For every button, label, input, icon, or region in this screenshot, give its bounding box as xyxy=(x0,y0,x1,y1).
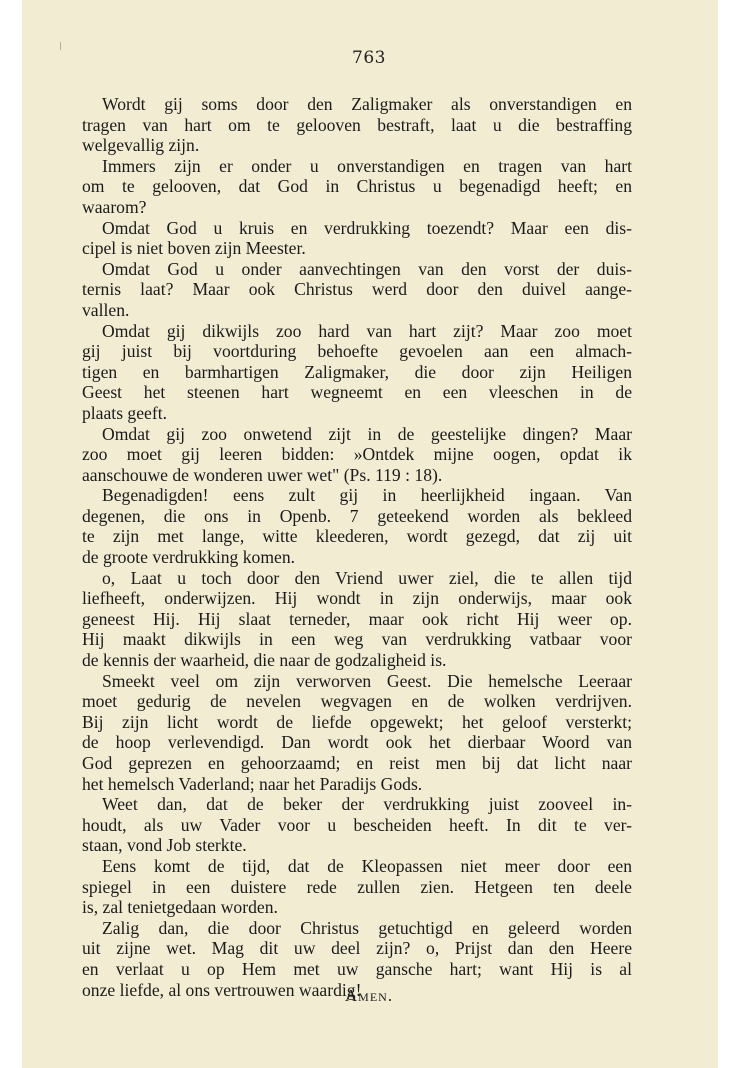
text-line: waarom? xyxy=(82,196,147,217)
body-text xyxy=(82,94,632,1000)
text-line: Zalig dan, die door Christus getuchtigd en geleerd worden xyxy=(102,917,632,938)
text-line: degenen, die ons in Openb. 7 geteekend worden als bekleed xyxy=(82,505,632,526)
paragraph xyxy=(82,568,632,671)
text-line: gij juist bij voortduring behoefte gevoelen aan een almach- xyxy=(82,341,632,362)
text-line: is, zal tenietgedaan worden. xyxy=(82,897,278,918)
text-line: het hemelsch Vaderland; naar het Paradijs Gods. xyxy=(82,773,423,794)
text-line: Begenadigden! eens zult gij in heerlijkheid ingaan. Van xyxy=(102,485,632,506)
text-line: zoo moet gij leeren bidden: »Ontdek mijne oogen, opdat ik xyxy=(82,444,632,465)
text-line: Bij zijn licht wordt de liefde opgewekt; het geloof versterkt; xyxy=(82,711,632,732)
closing-text: Amen. xyxy=(344,986,394,1005)
text-line: Weet dan, dat de beker der verdrukking juist zooveel in- xyxy=(102,794,632,815)
text-line: tigen en barmhartigen Zaligmaker, die door zijn Heiligen xyxy=(82,361,632,382)
text-line: Wordt gij soms door den Zaligmaker als onverstandigen en xyxy=(102,94,632,114)
text-line: Omdat God u kruis en verdrukking toezendt? Maar een dis- xyxy=(102,217,632,238)
text-line: Omdat gij zoo onwetend zijt in de geestelijke dingen? Maar xyxy=(102,423,632,444)
text-line: en verlaat u op Hem met uw gansche hart; want Hij is al xyxy=(82,958,632,979)
text-line: Omdat gij dikwijls zoo hard van hart zijt? Maar zoo moet xyxy=(102,320,632,341)
text-line: geneest Hij. Hij slaat terneder, maar ook richt Hij weer op. xyxy=(82,608,632,629)
paragraph xyxy=(82,794,632,856)
text-line: te zijn met lange, witte kleederen, wordt gezegd, dat zij uit xyxy=(82,526,632,547)
text-line: de kennis der waarheid, die naar de godzaligheid is. xyxy=(82,650,447,671)
paragraph xyxy=(82,259,632,321)
text-line: cipel is niet boven zijn Meester. xyxy=(82,238,306,259)
paragraph xyxy=(82,856,632,918)
text-line: spiegel in een duistere rede zullen zien. Hetgeen ten deele xyxy=(82,876,632,897)
text-line: Hij maakt dikwijls in een weg van verdrukking vatbaar voor xyxy=(82,629,632,650)
text-line: onze liefde, al ons vertrouwen waardig! xyxy=(82,979,362,1000)
page-number: 763 xyxy=(352,48,386,68)
paragraph xyxy=(82,321,632,424)
paragraph xyxy=(82,218,632,259)
text-line: uit zijne wet. Mag dit uw deel zijn? o, Prijst dan den Heere xyxy=(82,938,632,959)
paragraph xyxy=(82,156,632,218)
text-line: Geest het steenen hart wegneemt en een vleeschen in de xyxy=(82,382,632,403)
text-line: de groote verdrukking komen. xyxy=(82,547,296,568)
paragraph xyxy=(82,671,632,795)
text-line: moet gedurig de nevelen wegvagen en de wolken verdrijven. xyxy=(82,691,632,712)
text-line: o, Laat u toch door den Vriend uwer ziel, die te allen tijd xyxy=(102,567,632,588)
text-line: plaats geeft. xyxy=(82,402,167,423)
text-line: welgevallig zijn. xyxy=(82,135,200,156)
closing-amen xyxy=(0,986,738,1006)
text-line: vallen. xyxy=(82,299,130,320)
text-line: Immers zijn er onder u onverstandigen en tragen van hart xyxy=(102,155,632,176)
text-line: staan, vond Job sterkte. xyxy=(82,835,247,856)
text-line: ternis laat? Maar ook Christus werd door den duivel aange- xyxy=(82,279,632,300)
text-line: Omdat God u onder aanvechtingen van den vorst der duis- xyxy=(102,258,632,279)
text-line: tragen van hart om te gelooven bestraft, laat u die bestraffing xyxy=(82,114,632,135)
text-line: om te gelooven, dat God in Christus u begenadigd heeft; en xyxy=(82,176,632,197)
text-line: aanschouwe de wonderen uwer wet" (Ps. 119 : 18). xyxy=(82,464,443,485)
text-line: Eens komt de tijd, dat de Kleopassen niet meer door een xyxy=(102,855,632,876)
paragraph xyxy=(82,424,632,486)
text-line: God geprezen en gehoorzaamd; en reist men bij dat licht naar xyxy=(82,753,632,773)
paragraph xyxy=(82,94,632,156)
paragraph xyxy=(82,485,632,567)
text-line: Smeekt veel om zijn verworven Geest. Die hemelsche Leeraar xyxy=(102,670,632,691)
text-line: de hoop verlevendigd. Dan wordt ook het dierbaar Woord van xyxy=(82,732,632,753)
text-line: houdt, als uw Vader voor u bescheiden heeft. In dit te ver- xyxy=(82,814,632,835)
text-line: liefheeft, onderwijzen. Hij wondt in zijn onderwijs, maar ook xyxy=(82,588,632,609)
